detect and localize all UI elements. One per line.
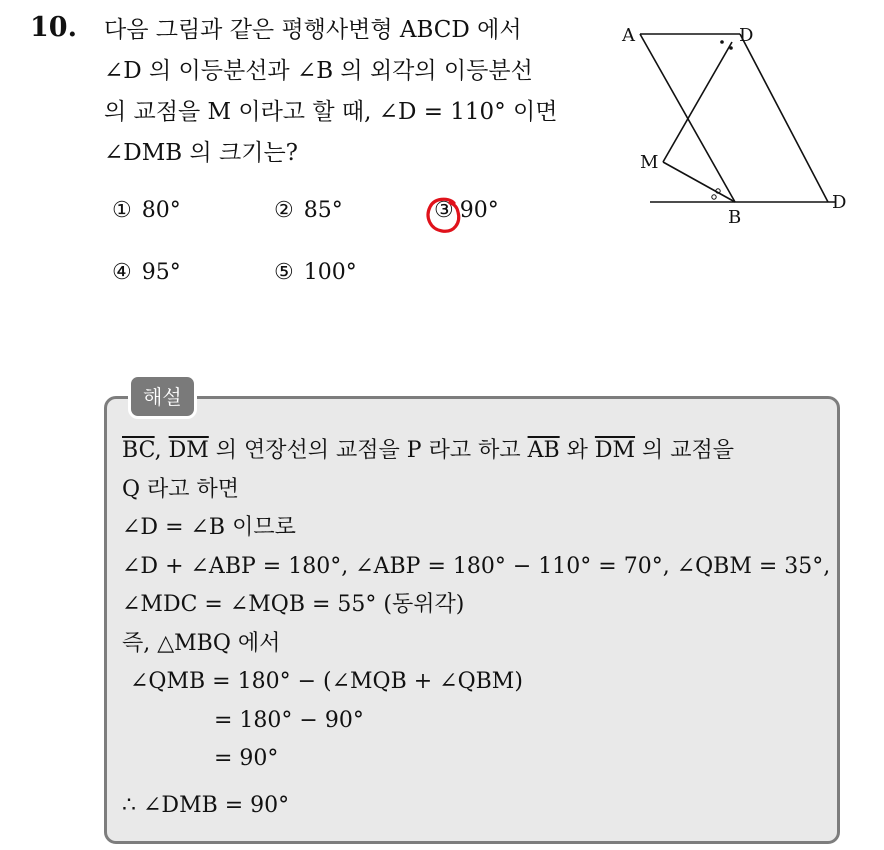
choice-1[interactable] <box>112 198 181 223</box>
choice-number: ① <box>112 198 132 223</box>
choice-text: 85° <box>303 198 343 223</box>
choice-number: ③ <box>434 198 454 223</box>
choice-text: 95° <box>141 260 181 285</box>
segment-ab: $\overline{AB}$ <box>527 438 560 463</box>
label-b: B <box>728 207 742 228</box>
solution-line <box>122 432 842 471</box>
solution-text <box>122 432 842 825</box>
solution-line: ∠QMB = 180° − (∠MQB + ∠QBM) <box>130 669 523 694</box>
solution-line: ∠D + ∠ABP = 180°, ∠ABP = 180° − 110° = 70°, ∠QBM = 35°, <box>122 553 831 579</box>
choice-2[interactable] <box>274 198 343 223</box>
question-number: 10. <box>30 12 77 43</box>
choice-text: 90° <box>459 198 499 223</box>
choice-number: ② <box>274 198 294 223</box>
segment-dm: $\overline{DM}$ <box>168 438 209 463</box>
solution-line: = 180° − 90° <box>214 707 364 733</box>
solution-text-fragment: 의 교점을 <box>635 438 735 463</box>
solution-line: 즉, △MBQ 에서 <box>122 630 281 656</box>
solution-conclusion: ∴ ∠DMB = 90° <box>122 792 290 818</box>
question-line: ∠D 의 이등분선과 ∠B 의 외각의 이등분선 <box>104 58 533 84</box>
solution-line: ∠D = ∠B 이므로 <box>122 515 296 540</box>
choice-5[interactable] <box>274 260 357 285</box>
label-a: A <box>622 25 635 46</box>
solution-line: ∠MDC = ∠MQB = 55° (동위각) <box>122 592 465 617</box>
question-text <box>104 10 604 174</box>
question-line: 다음 그림과 같은 평행사변형 ABCD 에서 <box>104 17 522 43</box>
solution-text-fragment: , <box>154 438 169 463</box>
segment-dm: $\overline{DM}$ <box>594 438 636 463</box>
label-d-top: D <box>739 25 754 46</box>
choice-number: ④ <box>112 260 132 285</box>
choice-text: 80° <box>141 198 181 223</box>
choice-4[interactable] <box>112 260 181 285</box>
solution-text-fragment: 의 연장선의 교점을 P 라고 하고 <box>208 438 528 463</box>
choice-number: ⑤ <box>274 260 294 285</box>
parallelogram-figure <box>610 14 860 234</box>
question-line: ∠DMB 의 크기는? <box>104 140 298 166</box>
segment-bc: $\overline{BC}$ <box>122 438 155 463</box>
answer-circle-mark <box>424 195 464 235</box>
label-d-right: D <box>832 192 847 213</box>
solution-line: Q 라고 하면 <box>122 476 240 502</box>
solution-text-fragment: 와 <box>559 438 595 463</box>
solution-tag: 해설 <box>128 374 197 419</box>
solution-line: = 90° <box>214 746 279 771</box>
question-line: 의 교점을 M 이라고 할 때, ∠D = 110° 이면 <box>104 99 558 125</box>
choice-text: 100° <box>303 260 357 285</box>
label-m: M <box>640 152 659 173</box>
